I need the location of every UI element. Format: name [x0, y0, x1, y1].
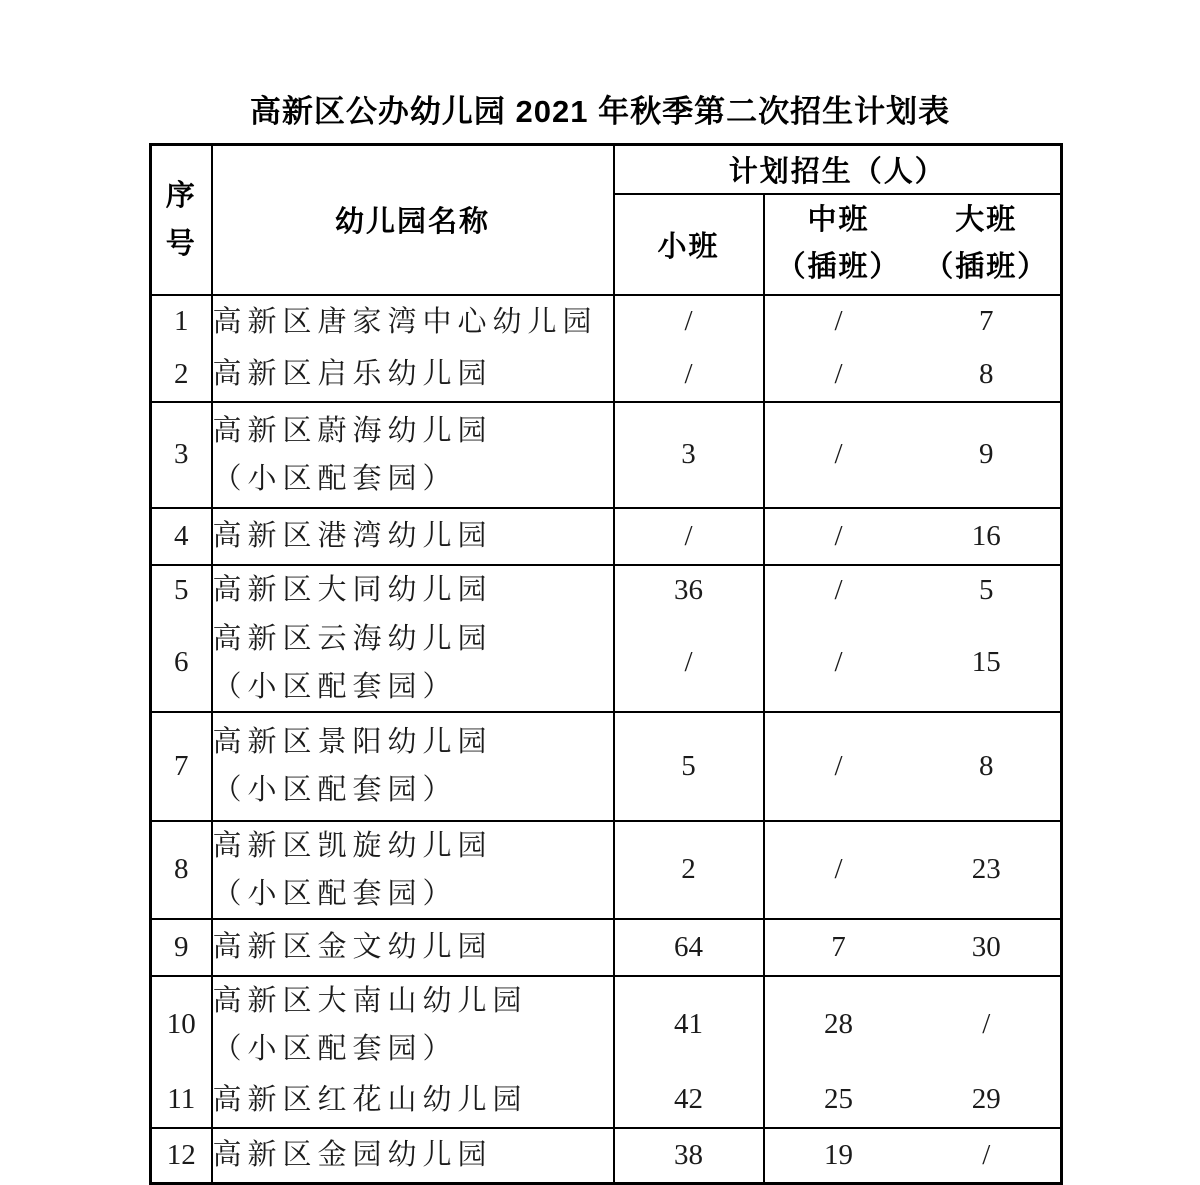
table-row: [151, 615, 1062, 712]
middle-class-value: 25: [764, 1073, 913, 1128]
row-number-cell: 1: [151, 295, 212, 348]
kindergarten-name: 高新区港湾幼儿园: [212, 520, 493, 552]
table-row: [151, 348, 1062, 402]
kindergarten-name: 高新区凯旋幼儿园: [212, 829, 493, 862]
middle-class-value: 7: [764, 919, 913, 976]
kindergarten-name-line2: （小区配套园）: [212, 877, 458, 910]
small-class-value: 5: [614, 712, 764, 821]
middle-class-value: /: [764, 295, 913, 348]
kindergarten-name-line2: （小区配套园）: [212, 774, 458, 806]
middle-class-value: /: [764, 821, 913, 919]
kindergarten-name-cell: [212, 348, 614, 402]
large-class-value: 15: [913, 615, 1062, 712]
middle-class-value: 19: [764, 1128, 913, 1184]
header-middle-class-line1: 中班: [807, 204, 870, 236]
large-class-value: 5: [913, 565, 1062, 615]
kindergarten-name-line2: （小区配套园）: [212, 462, 458, 495]
kindergarten-name: 高新区启乐幼儿园: [212, 358, 493, 390]
small-class-value: /: [614, 615, 764, 712]
table-row: [151, 295, 1062, 348]
row-number-cell: 10: [151, 976, 212, 1073]
header-serial-line2: 号: [165, 227, 197, 260]
header-large-class: [913, 194, 1062, 295]
header-large-class-line2: （插班）: [924, 251, 1049, 283]
table-row: [151, 1128, 1062, 1184]
kindergarten-name-cell: [212, 712, 614, 821]
kindergarten-name: 高新区大南山幼儿园: [212, 984, 528, 1017]
small-class-value: 38: [614, 1128, 764, 1184]
kindergarten-name-line2: （小区配套园）: [212, 1032, 458, 1065]
kindergarten-name-cell: [212, 508, 614, 565]
large-class-value: /: [913, 976, 1062, 1073]
kindergarten-name: 高新区大同幼儿园: [212, 574, 493, 606]
header-kindergarten-name: 幼儿园名称: [212, 145, 614, 295]
small-class-value: 2: [614, 821, 764, 919]
table-row: [151, 1073, 1062, 1128]
middle-class-value: /: [764, 508, 913, 565]
kindergarten-name: 高新区唐家湾中心幼儿园: [212, 305, 598, 338]
enrollment-table: [149, 143, 1063, 1185]
header-serial-number: [151, 145, 212, 295]
large-class-value: 16: [913, 508, 1062, 565]
table-row: [151, 821, 1062, 919]
large-class-value: 30: [913, 919, 1062, 976]
small-class-value: 36: [614, 565, 764, 615]
table-row: [151, 402, 1062, 508]
middle-class-value: /: [764, 348, 913, 402]
small-class-value: /: [614, 508, 764, 565]
row-number-cell: 8: [151, 821, 212, 919]
kindergarten-name-cell: [212, 1128, 614, 1184]
table-row: [151, 712, 1062, 821]
row-number-cell: 2: [151, 348, 212, 402]
kindergarten-name: 高新区金园幼儿园: [212, 1139, 493, 1172]
table-row: [151, 976, 1062, 1073]
kindergarten-name-cell: [212, 295, 614, 348]
row-number-cell: 3: [151, 402, 212, 508]
header-small-class: 小班: [614, 194, 764, 295]
kindergarten-name-line2: （小区配套园）: [212, 670, 458, 703]
row-number-cell: 12: [151, 1128, 212, 1184]
page-title: 高新区公办幼儿园 2021 年秋季第二次招生计划表: [249, 94, 951, 129]
row-number-cell: 4: [151, 508, 212, 565]
kindergarten-name-cell: [212, 919, 614, 976]
kindergarten-name-cell: [212, 1073, 614, 1128]
large-class-value: 9: [913, 402, 1062, 508]
middle-class-value: /: [764, 712, 913, 821]
kindergarten-name-cell: [212, 615, 614, 712]
small-class-value: 3: [614, 402, 764, 508]
large-class-value: /: [913, 1128, 1062, 1184]
header-middle-class: [764, 194, 913, 295]
table-row: [151, 508, 1062, 565]
table-row: [151, 565, 1062, 615]
kindergarten-name: 高新区景阳幼儿园: [212, 726, 493, 758]
kindergarten-name-cell: [212, 565, 614, 615]
kindergarten-name: 高新区云海幼儿园: [212, 622, 493, 655]
large-class-value: 8: [913, 712, 1062, 821]
kindergarten-name: 高新区蔚海幼儿园: [212, 414, 493, 447]
small-class-value: /: [614, 348, 764, 402]
row-number-cell: 11: [151, 1073, 212, 1128]
kindergarten-name: 高新区红花山幼儿园: [212, 1083, 528, 1116]
kindergarten-name-cell: [212, 821, 614, 919]
middle-class-value: /: [764, 615, 913, 712]
row-number-cell: 7: [151, 712, 212, 821]
middle-class-value: /: [764, 565, 913, 615]
large-class-value: 29: [913, 1073, 1062, 1128]
small-class-value: 64: [614, 919, 764, 976]
middle-class-value: 28: [764, 976, 913, 1073]
header-serial-line1: 序: [165, 179, 197, 212]
header-row-top: [151, 145, 1062, 194]
table-row: [151, 919, 1062, 976]
kindergarten-name-cell: [212, 976, 614, 1073]
row-number-cell: 5: [151, 565, 212, 615]
large-class-value: 23: [913, 821, 1062, 919]
small-class-value: /: [614, 295, 764, 348]
small-class-value: 42: [614, 1073, 764, 1128]
header-middle-class-line2: （插班）: [776, 251, 901, 283]
kindergarten-name-cell: [212, 402, 614, 508]
header-large-class-line1: 大班: [955, 204, 1018, 236]
small-class-value: 41: [614, 976, 764, 1073]
middle-class-value: /: [764, 402, 913, 508]
kindergarten-name: 高新区金文幼儿园: [212, 931, 493, 963]
large-class-value: 7: [913, 295, 1062, 348]
header-planned-enrollment: 计划招生（人）: [614, 145, 1062, 194]
row-number-cell: 9: [151, 919, 212, 976]
large-class-value: 8: [913, 348, 1062, 402]
row-number-cell: 6: [151, 615, 212, 712]
